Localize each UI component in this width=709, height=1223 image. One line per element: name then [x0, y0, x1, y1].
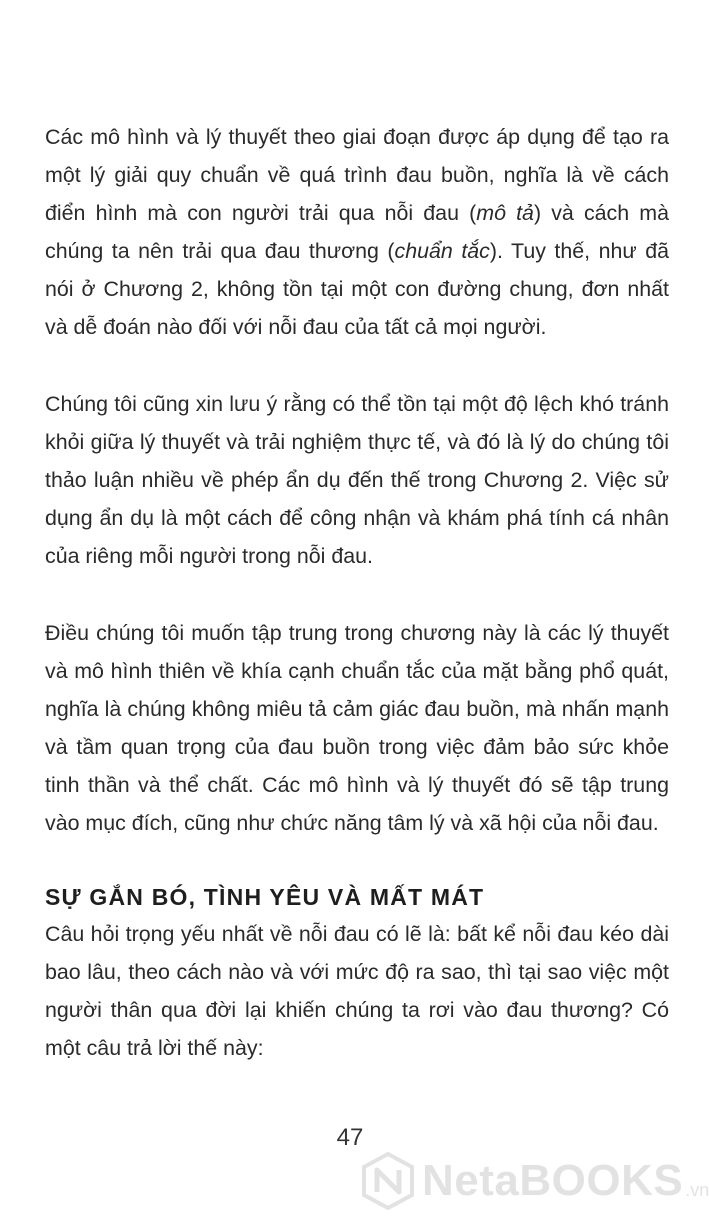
page-body	[45, 118, 669, 1067]
paragraph-3: Điều chúng tôi muốn tập trung trong chương này là các lý thuyết và mô hình thiên về khía cạnh chuẩn tắc của mặt bằng phổ quát, nghĩa là chúng không miêu tả cảm giác đau buồn, mà nhấn mạnh và tầm quan trọng của đau buồn trong việc đảm bảo sức khỏe tinh thần và thể chất. Các mô hình và lý thuyết đó sẽ tập trung vào mục đích, cũng như chức năng tâm lý và xã hội của nỗi đau.	[45, 621, 669, 835]
page-number: 47	[336, 1124, 364, 1151]
paragraph-1-emphasis-b: chuẩn tắc	[394, 239, 490, 263]
watermark	[362, 1145, 709, 1217]
watermark-suffix: .vn	[685, 1180, 709, 1200]
section-heading: SỰ GẮN BÓ, TÌNH YÊU VÀ MẤT MÁT	[45, 884, 485, 910]
netabooks-logo-icon	[362, 1152, 414, 1210]
paragraph-1-text-b: ) và cách mà chúng ta nên trải qua đau thương (	[45, 201, 670, 263]
paragraph-1-text-c: ). Tuy thế, như đã nói ở Chương 2, không tồn tại một con đường chung, đơn nhất và dễ đoán nào đối với nỗi đau của tất cả mọi người.	[45, 239, 669, 339]
paragraph-2: Chúng tôi cũng xin lưu ý rằng có thể tồn tại một độ lệch khó tránh khỏi giữa lý thuyết và trải nghiệm thực tế, và đó là lý do chúng tôi thảo luận nhiều về phép ẩn dụ đến thế trong Chương 2. Việc sử dụng ẩn dụ là một cách để công nhận và khám phá tính cá nhân của riêng mỗi người trong nỗi đau.	[45, 392, 669, 568]
watermark-brand: NetaBOOKS	[422, 1156, 684, 1205]
paragraph-1	[45, 118, 669, 346]
paragraph-1-emphasis-a: mô tả	[476, 201, 534, 225]
paragraph-1-text-a: Các mô hình và lý thuyết theo giai đoạn được áp dụng để tạo ra một lý giải quy chuẩn về quá trình đau buồn, nghĩa là về cách điển hình mà con người trải qua nỗi đau (	[45, 125, 669, 225]
paragraph-4: Câu hỏi trọng yếu nhất về nỗi đau có lẽ là: bất kể nỗi đau kéo dài bao lâu, theo cách nào và với mức độ ra sao, thì tại sao việc một người thân qua đời lại khiến chúng ta rơi vào đau thương? Có một câu trả lời thế này:	[45, 922, 669, 1060]
